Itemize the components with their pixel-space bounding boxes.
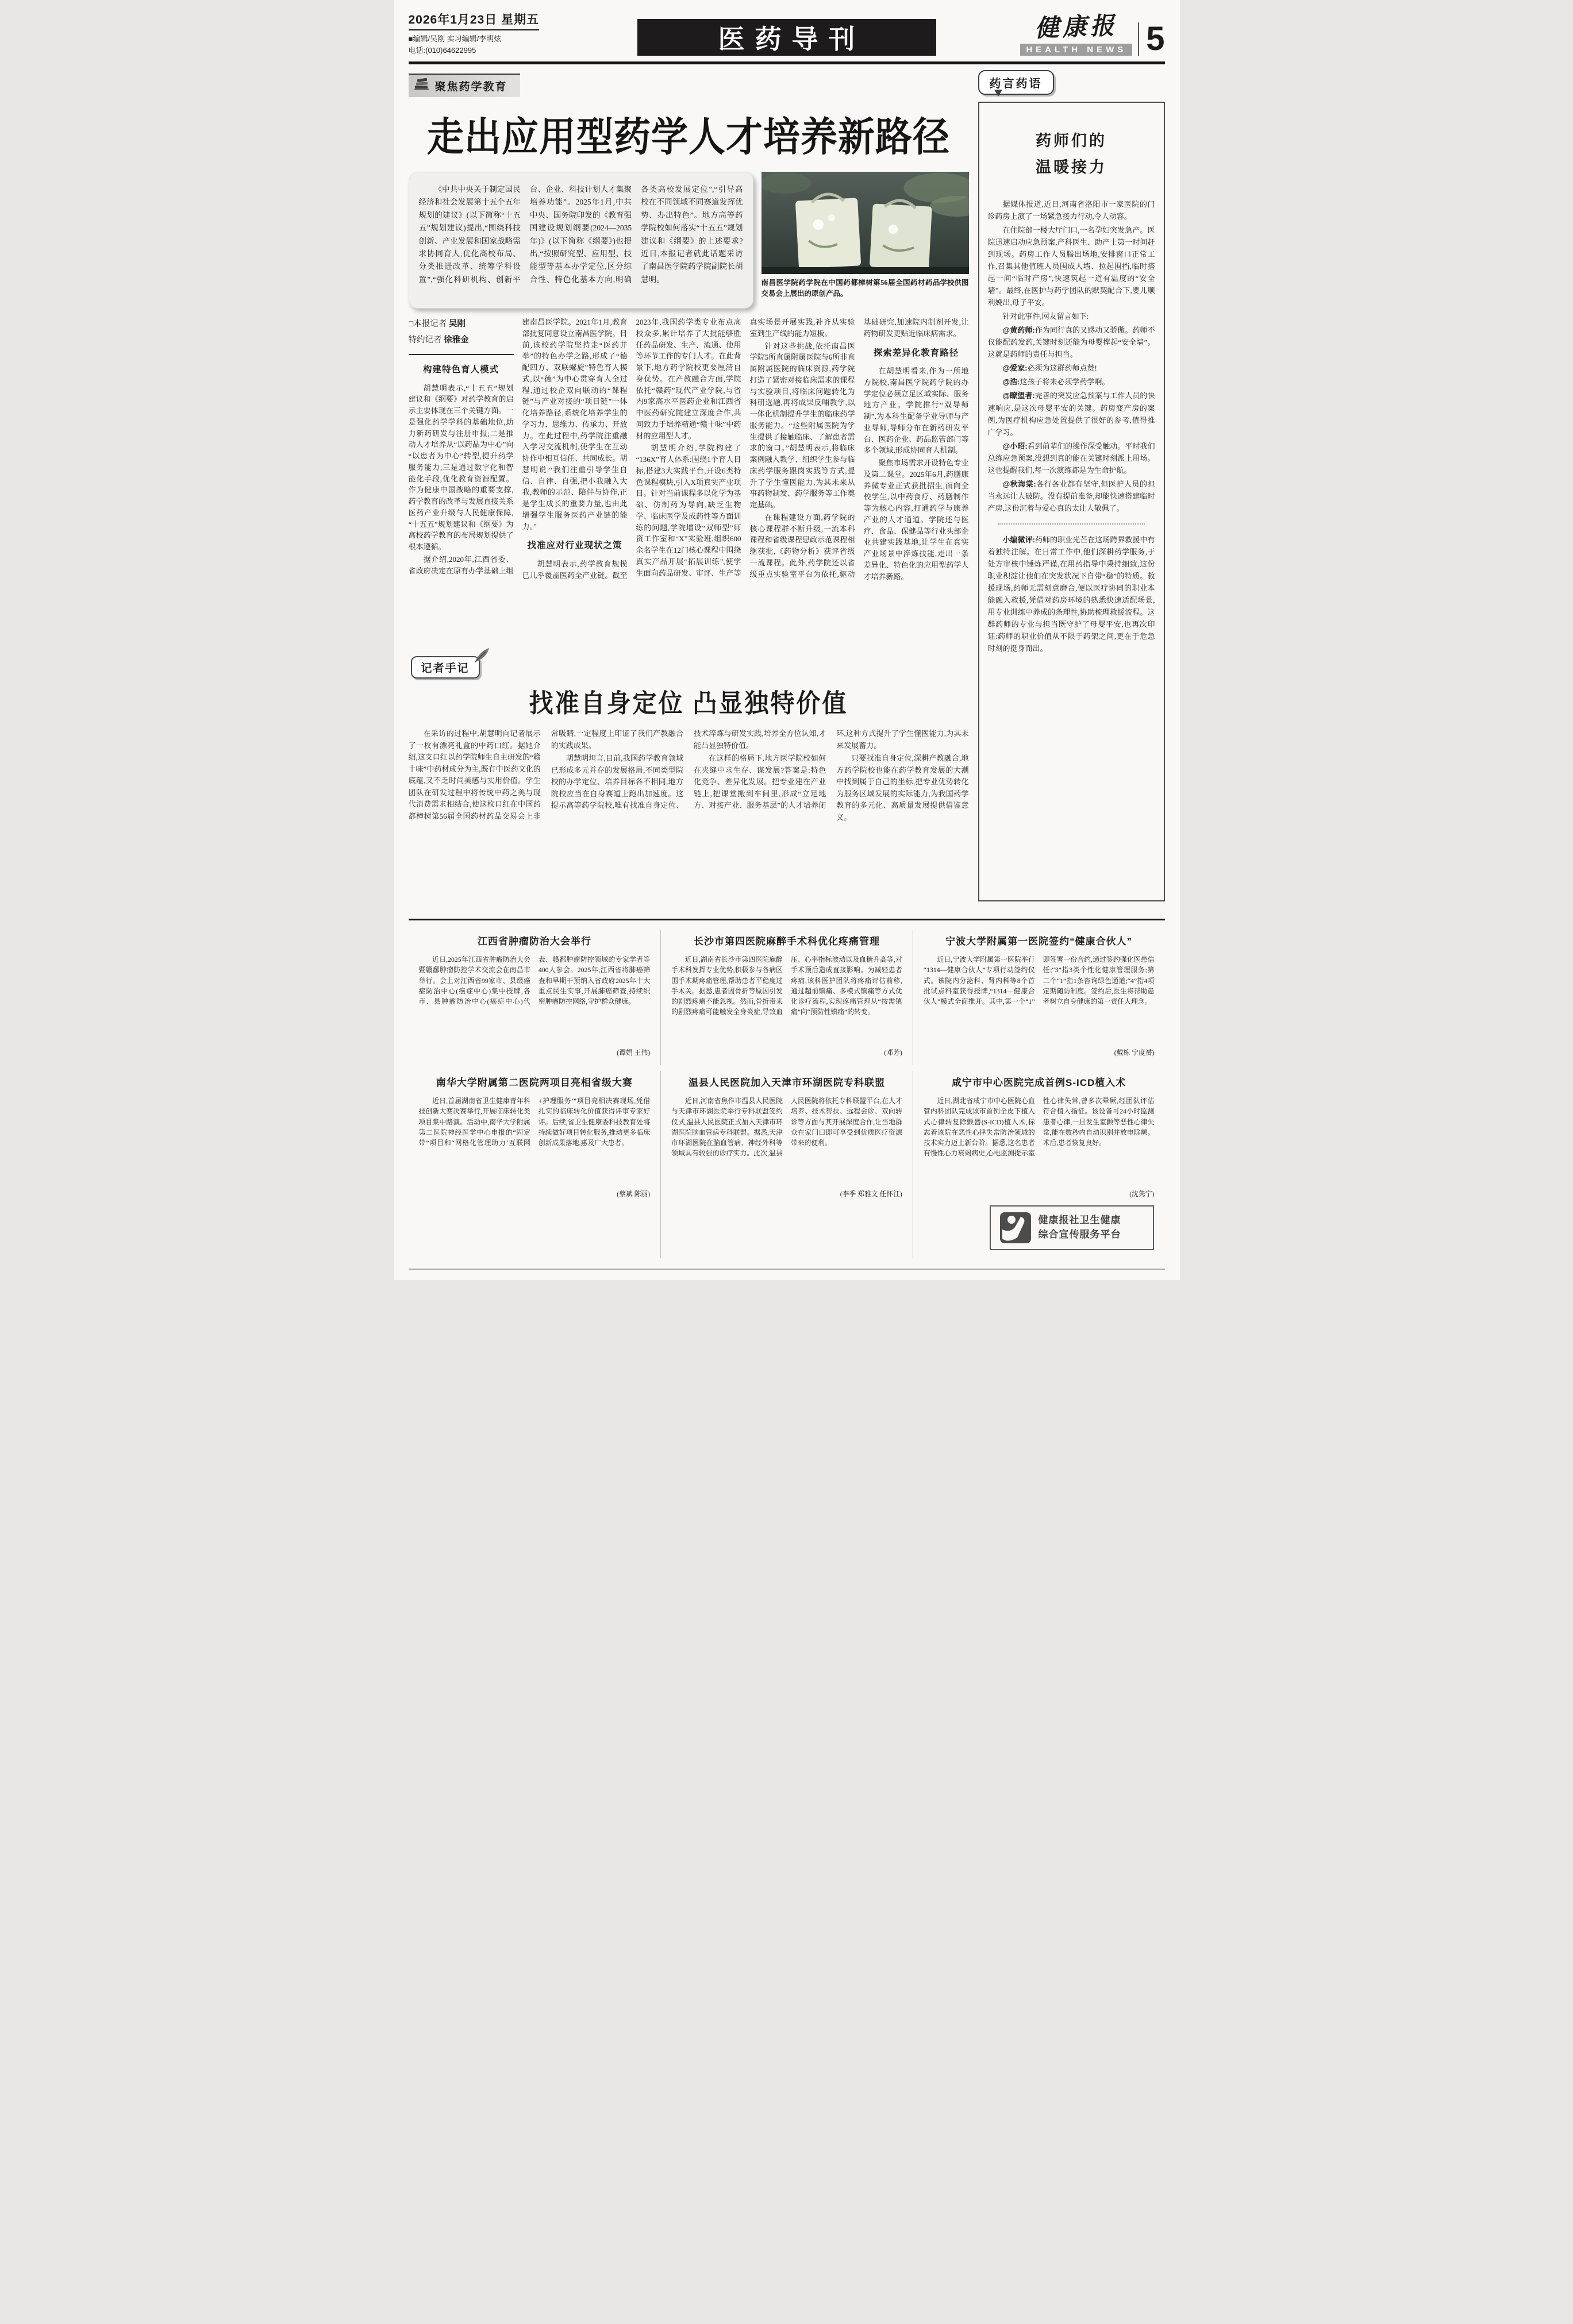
column-tag: 药言药语	[978, 70, 1054, 95]
quill-icon	[472, 647, 491, 664]
comment	[988, 390, 1155, 438]
brief-text: 近日,湖北省咸宁市中心医院心血管内科团队完成该市首例全皮下植入式心律转复除颤器(S-ICD)植入术,标志着该院在恶性心律失常防治领域的技术实力迈上新台阶。据悉,这名患者有慢性心力衰竭病史,心电监测提示室性心律失常,曾多次晕厥,经团队评估符合植入指征。该设备可24小时监测患者心律,一旦发生室颤等恶性心律失常,能在数秒内自动识别并放电除颤。术后,患者恢复良好。	[923, 1097, 1155, 1158]
page-header	[409, 8, 1165, 64]
lede-row	[409, 172, 969, 309]
column-title-line2: 温暖接力	[1036, 158, 1107, 176]
lead-story	[409, 70, 969, 911]
column-para: 在住院部一楼大厅门口,一名孕妇突发急产。医院迅速启动应急预案,产科医生、助产士第一时间赶到现场。药房工作人员腾出场地,安排窗口正常工作,召集其他值班人员围成人墙、拉起围挡,临时搭起一间“临时产房”,快速筑起一道有温度的“安全墙”。最终,在医护与药学团队的默契配合下,婴儿顺利娩出,母子平安。	[987, 225, 1155, 307]
column-para: 据媒体报道,近日,河南省洛阳市一家医院的门诊药房上演了一场紧急接力行动,令人动容。	[987, 199, 1155, 221]
notes-headline: 找准自身定位 凸显独特价值	[529, 688, 848, 718]
reporter-notes-section	[409, 656, 969, 911]
brief-article	[913, 930, 1165, 1065]
subhead-3: 探索差异化教育路径	[873, 348, 959, 358]
photo-caption-text: 南昌医学院药学院在中国药都樟树第56届全国药材药品交易会上展出的原创产品。	[761, 279, 940, 298]
issue-date: 2026年1月23日 星期五	[409, 10, 540, 30]
brief-body	[419, 1096, 651, 1186]
brief-article	[409, 930, 661, 1065]
subhead-2: 找准应对行业现状之策	[527, 541, 622, 551]
brief-article	[660, 930, 913, 1065]
byline-1	[409, 317, 514, 333]
paper-brand	[1020, 8, 1132, 56]
newspaper-page	[394, 0, 1180, 1280]
books-icon	[413, 77, 430, 95]
brief-byline: (邓芳)	[884, 1049, 902, 1057]
brief-body	[419, 954, 651, 1045]
brief-byline: (谭娟 王伟)	[617, 1049, 651, 1057]
brief-body	[671, 1096, 902, 1186]
brief-article	[409, 1071, 661, 1258]
dotted-divider	[998, 523, 1145, 525]
comment-handle: @爱家:	[1002, 364, 1028, 373]
photo-block	[761, 172, 969, 299]
news-briefs-grid	[409, 919, 1165, 1258]
byline-block	[409, 317, 514, 355]
comment-text: 各行各业都有坚守,但医护人员的担当永远让人破防。没有提前准备,却能快速搭建临时产房,这份沉着与爱心真的太让人敬佩了。	[987, 479, 1155, 512]
comment	[988, 376, 1155, 388]
article-para: 针对这些挑战,依托南昌医学院5所直属附属医院与6所非直属附属医院的临床资源,药学院打造了紧密对接临床需求的课程与实验项目,将临床问题转化为科研选题,再将成果反哺教学,以一体化机制提升学生的临床药学服务能力。“这些附属医院为学生提供了接触临床、了解患者需求的窗口。”胡慧明表示,将临床案例融入教学、组织学生参与临床药学服务跟岗实践等方式,提升了学生懂医能力,为其未来从事药物制发、药学服务等工作奠定基础。	[749, 341, 855, 509]
notes-tag-wrap	[411, 656, 480, 679]
section-tag-label: 聚焦药学教育	[434, 81, 507, 93]
page-number: 5	[1138, 22, 1164, 56]
pharmacy-column	[978, 70, 1165, 911]
brief-title: 江西省肿瘤防治大会举行	[477, 936, 591, 947]
logo-line2: 综合宣传服务平台	[1038, 1229, 1121, 1240]
brief-byline: (沈隽宁)	[1129, 1190, 1155, 1198]
comment-text: 这孩子将来必须学药学啊。	[1020, 377, 1110, 387]
column-box	[978, 102, 1165, 901]
notes-tag: 记者手记	[411, 656, 480, 679]
brief-title: 咸宁市中心医院完成首例S-ICD植入术	[952, 1077, 1126, 1088]
brief-text: 近日,2025年江西省肿瘤防治大会暨赣鄱肿瘤防控学术交流会在南昌市举行。会上对江西省99家市、县级癌症防治中心(癌症中心)集中授牌,各市、县肿瘤防治中心(癌症中心)代表、赣鄱肿瘤防控领域的专家学者等400人参会。2025年,江西省将肺癌筛查和早期干预纳入省政府2025年十大重点民生实事,开展肺癌筛查,持续织密肿瘤防控网络,守护群众健康。	[418, 955, 651, 1006]
comment	[988, 440, 1155, 476]
phone: 电话:(010)64622995	[408, 45, 476, 55]
brief-byline: (蔡斌 陈丽)	[617, 1190, 651, 1198]
comment-handle: @瞭望者:	[1002, 391, 1035, 400]
notes-para: 胡慧明坦言,目前,我国药学教育领域已形成多元并存的发展格局,不同类型院校的办学定位、培养目标各不相同,地方院校应当在自身赛道上跑出加速度。这提示高等药学院校,唯有找准自身定位、技术淬炼与研发实践,培养全方位认知,才能凸显独特价值。	[551, 729, 826, 810]
article-para: 胡慧明表示,药学教育规模已几乎覆盖医药全产业链。截至2023年,我国药学类专业布点高校众多,累计培养了大批能够胜任药品研发、生产、流通、使用等环节工作的专门人才。在此背景下,地方药学院校更要厘清自身优势。在产教融合方面,学院依托“赣药”现代产业学院,与省内9家高水平医药企业和江西省中医药研究院建立深度合作,共同致力于培养精通“赣十味”中药材的应用型人才。	[522, 318, 741, 580]
intro-box	[409, 172, 753, 309]
brief-article	[913, 1071, 1165, 1258]
brief-title: 南华大学附属第二医院两项目亮相省级大赛	[436, 1077, 633, 1088]
article-para: 在胡慧明看来,作为一所地方院校,南昌医学院药学院的办学定位必须立足区域实际、服务地方产业。学院推行“双导师制”,为本科生配备学业导师与产业导师,导师分布在新药研发平台、医药企业、药品监管部门等多个领域,形成协同育人机制。	[863, 367, 969, 455]
comment-handle: @小昭:	[1002, 441, 1028, 450]
photo-credit: 学校供图	[940, 279, 969, 287]
brief-title: 长沙市第四医院麻醉手术科优化疼痛管理	[693, 936, 880, 947]
platform-logo-text	[1038, 1213, 1121, 1242]
brief-text: 近日,湖南省长沙市第四医院麻醉手术科发挥专业优势,积极参与各病区围手术期疼痛管理,帮助患者平稳度过手术关。据悉,患者因骨折等原因引发的剧烈疼痛不能忽视。然而,骨折带来的剧烈疼痛可能触发全身炎症,导致血压、心率指标波动以及血糖升高等,对手术预后造成直接影响。为减轻患者疼痛,该科医护团队将疼痛评估前移,通过超前镇痛、多模式镇痛等方式优化诊疗流程,实现疼痛管理从“按需镇痛”向“预防性镇痛”的转变。	[671, 955, 902, 1016]
platform-logo-box	[990, 1205, 1154, 1250]
editor-note-text: 药师的职业光芒在这场跨界救援中有着独特注解。在日常工作中,他们深耕药学服务,于处方审核中锤炼严谨,在用药指导中秉持细致,这份职业积淀让他们在突发状况下自带“稳”的特质。救援现场,药师无需刻意磨合,便以医疗协同的职业本能融入救援,凭借对药房环境的熟悉快速适配场景,用专业训练中养成的条理性,协助梳理救援流程。这群药师的专业与担当既守护了母婴平安,也再次印证:药师的职业价值从不限于药架之间,更在于危急时刻的挺身而出。	[987, 535, 1155, 653]
photo-caption	[761, 278, 969, 299]
brief-byline: (戴栋 宁度赟)	[1114, 1049, 1155, 1057]
notes-body	[409, 728, 969, 911]
brief-text: 近日,河南省焦作市温县人民医院与天津市环湖医院举行专科联盟签约仪式,温县人民医院正式加入天津市环湖医院脑血管病专科联盟。据悉,天津市环湖医院在脑血管病、神经外科等领域具有较强的诊疗实力。此次,温县人民医院将依托专科联盟平台,在人才培养、技术帮扶、远程会诊、双向转诊等方面与其开展深度合作,让当地群众在家门口即可享受到优质医疗资源带来的便利。	[671, 1097, 902, 1158]
content-area	[409, 70, 1165, 911]
column-title	[988, 128, 1155, 181]
column-title-line1: 药师们的	[1036, 132, 1107, 149]
comment-handle: @浩:	[1002, 377, 1020, 387]
brief-byline: (李季 郑雅文 任怀江)	[840, 1190, 902, 1198]
comment	[988, 478, 1155, 514]
article-para: 胡慧明表示,“十五五”规划建议和《纲要》对药学教育的启示主要体现在三个关键方面。一是强化药学学科的基础地位,助力新药研发与注册申报;二是推动人才培养从“以药品为中心”向“以患者为中心”转型,提升药学服务能力;三是通过数字化和智能化手段,优化教育资源配置。作为健康中国战略的重要支撑,药学教育的改革与发展直接关系医药产业升级与人民健康保障,“十五五”规划建议和《纲要》为高校药学教育的布局规划提供了根本遵循。	[408, 383, 514, 552]
comment-handle: @秋海棠:	[1002, 479, 1036, 488]
brief-title: 温县人民医院加入天津市环湖医院专科联盟	[688, 1077, 885, 1088]
main-headline: 走出应用型药学人才培养新路径	[427, 114, 950, 160]
article-body	[409, 317, 969, 647]
section-tag	[409, 74, 520, 97]
article-para: 据介绍,2020年,江西省委、省政府决定在原有办学基础上组建南昌医学院。2021年1月,教育部批复同意设立南昌医学院。目前,该校药学院坚持走“医药并举”的特色办学之路,形成了“德配四方、双联螺旋”特色育人模式,以“德”为中心贯穿育人全过程,通过校企双向联动的“课程链”与产业对接的“项目链”一体化培养路径,系统化培养学生的学习力、思维力、传承力、开放力。在此过程中,药学院注重融入学习交流机制,使学生在互动协作中相互信任、共同成长。胡慧明说:“我们注重引导学生自信、自律、自强,把小我融入大我,教师的示范、陪伴与协作,正是学生成长的重要力量,也由此增强学生服务医药产业链的能力。”	[408, 318, 628, 575]
column-para: 针对此事件,网友留言如下:	[1002, 312, 1089, 321]
notes-para: 在采访的过程中,胡慧明向记者展示了一枚有漂亮礼盒的中药口红。据她介绍,这支口红以药学院师生自主研发的“赣十味”中药材成分为主,既有中医药文化的底蕴,又不乏时尚美感与实用价值。学生团队在研发过程中将传统中药之美与现代消费需求相结合,使这枚口红在中国药都樟树第56届全国药材药品交易会上非常吸睛,一定程度上印证了我们产教融合的实践成果。	[408, 729, 683, 820]
article-para: 在课程建设方面,药学院的核心课程群不断升级,一流本科课程和省级课程思政示范课程相继获批,《药物分析》获评省级一流课程。此外,药学院还以省级重点实验室平台为依托,驱动基础研究,加速院内制剂开发,让药物研发更贴近临床病需求。	[749, 318, 969, 579]
paper-brand-block	[975, 8, 1165, 56]
comment	[988, 362, 1155, 374]
article-para: 胡慧明介绍,学院构建了“136X”育人体系:围绕1个育人目标,搭建3大实践平台,开设6类特色课程模块,引入X项真实产业项目。针对当前课程多以化学为基础、仿制药为导向,缺乏生物学、临床医学及成药性等方面训练的问题,学院增设“双师型”师资工作室和“X”实验班,组织600余名学生在12门核心课程中围绕真实产品开展“拓展训练”,使学生面向药品研发、审评、生产等真实场景开展实践,补齐从实验室到生产线的能力短板。	[636, 318, 855, 577]
comment-text: 作为同行真的又感动又骄傲。药师不仅能配药发药,关键时刻还能为母婴撑起“安全墙”。这就是药师的责任与担当。	[987, 326, 1155, 359]
comment-text: 必须为这群药师点赞!	[1027, 364, 1097, 373]
byline-1-name: 吴刚	[448, 319, 466, 329]
comment-text: 完善的突发应急预案与工作人员的快速响应,是这次母婴平安的关键。药房变产房的案例,为医疗机构应急处置提供了很好的参考,值得推广学习。	[987, 391, 1155, 437]
brief-body	[924, 954, 1155, 1045]
comment-text: 看到前辈们的操作深受触动。平时我们总练应急预案,没想到真的能在关键时刻派上用场。这也提醒我们,每一次演练都是为生命护航。	[987, 441, 1155, 475]
intro-text: 《中共中央关于制定国民经济和社会发展第十五个五年规划的建议》(以下简称“十五五”规划建议)提出,“围绕科技创新、产业发展和国家战略需求协同育人,优化高校布局、分类推进改革、统筹学科设置”,“强化科研机构、创新平台、企业、科技计划人才集聚培养功能”。2025年1月,中共中央、国务院印发的《教育强国建设规划纲要(2024—2035年)》(以下简称《纲要》)也提出,“按照研究型、应用型、技能型等基本办学定位,区分综合性、特色化基本方向,明确各类高校发展定位”,“引导高校在不同领域不同赛道发挥优势、办出特色”。地方高等药学院校如何落实“十五五”规划建议和《纲要》的上述要求?近日,本报记者就此话题采访了南昌医学院药学院副院长胡慧明。	[418, 185, 743, 284]
brief-title: 宁波大学附属第一医院签约“健康合伙人”	[945, 936, 1133, 947]
editor-line	[409, 33, 598, 56]
article-para: 聚焦市场需求开设特色专业及第二课堂。2025年6月,药膳康养微专业正式获批招生,面向全校学生,以中药食疗、药膳制作等为核心内容,打通药学与康养产业的人才通道。学院还与医疗、食品、保健品等行业头部企业共建实践基地,让学生在真实产业场景中淬炼技能,走出一条差异化、特色化的应用型药学人才培养新路。	[863, 458, 969, 581]
brief-body	[924, 1096, 1155, 1186]
notes-para: 在这样的格局下,地方医学院校如何在夹缝中求生存、谋发展?答案是:特色化竞争、差异化发展。把专业建在产业链上,把课堂搬到车间里,形成“立足地方、对接产业、服务基层”的人才培养闭环,这种方式提升了学生懂医能力,为其未来发展蓄力。	[694, 729, 969, 810]
supplement-masthead: 医药导刊	[637, 19, 936, 56]
comment-handle: @黄药师:	[1002, 326, 1035, 335]
brief-body	[671, 954, 902, 1045]
byline-2-name: 徐雅金	[444, 335, 469, 345]
brief-article	[660, 1071, 913, 1258]
logo-line1: 健康报社卫生健康	[1038, 1215, 1121, 1226]
brief-text: 近日,宁波大学附属第一医院举行“1314—健康合伙人”专项行动签约仪式。该院内分泌科、肾内科等8个首批试点科室获得授牌,“1314—健康合伙人”模式全面推开。其中,第一个“1”即签署一份合约,通过签约强化医患信任;“3”指3类个性化健康管理服务;第二个“1”指1条咨询绿色通道;“4”指4项定期随访制度。签约后,医生将帮助患者树立自身健康的第一责任人理念。	[923, 955, 1155, 1006]
page-bottom-rule	[409, 1269, 1165, 1270]
subhead-1: 构建特色育人模式	[422, 365, 499, 375]
editor-note-label: 小编微评:	[1002, 535, 1035, 544]
header-date-block	[409, 10, 598, 56]
brief-text: 近日,首届湖南省卫生健康青年科技创新大赛决赛举行,开展临床转化类项目集中路演。活动中,南华大学附属第二医院神经医学中心申报的“固定带”项目和“网格化管理助力‘互联网+护理服务’”项目亮相决赛现场,凭借扎实的临床转化价值获得评审专家好评。后续,省卫生健康委科技教育处将持续做好项目转化服务,推动更多临床创新成果落地,惠及广大患者。	[418, 1097, 651, 1147]
exhibit-photo	[761, 172, 969, 274]
comment	[988, 324, 1155, 360]
paper-name: 健康报	[1034, 13, 1118, 43]
editor-note	[988, 534, 1155, 654]
health-news-logo-icon	[1000, 1212, 1031, 1243]
byline-1-label: □本报记者	[408, 319, 447, 329]
byline-2	[409, 333, 514, 349]
paper-name-en: HEALTH NEWS	[1020, 44, 1132, 56]
byline-2-label: 特约记者	[408, 335, 442, 345]
notes-para: 只要找准自身定位,深耕产教融合,地方药学院校也能在药学教育发展的大潮中找到属于自己的坐标,把专业优势转化为服务区域发展的实际能力,为我国药学教育的多元化、高质量发展提供借鉴意义。	[836, 754, 969, 822]
editors: ■编辑/吴刚 实习编辑/李明炫	[408, 34, 502, 43]
